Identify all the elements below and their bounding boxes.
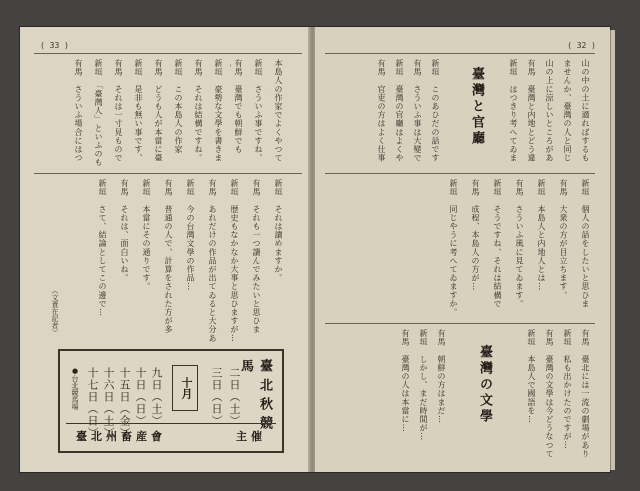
horse-race-advertisement (58, 349, 284, 453)
left-bottom-col: 有馬 あれだけの作品が出てゐると大分あ (208, 179, 217, 343)
right-top-col: 新垣 はつきり考へてゐま (509, 59, 518, 163)
ad-organizer-row (66, 423, 276, 447)
ad-venue: ●台北競馬場 (71, 367, 79, 410)
top-rule-left (34, 53, 302, 54)
right-middle-col: 有馬 成程、本島人の方が… (471, 179, 480, 291)
ad-title: 臺北秋競馬 (238, 359, 272, 435)
left-top-col: 有馬 どうも人が本當に臺 (154, 59, 163, 163)
left-page (20, 27, 310, 472)
right-bottom-col: 有馬 朝鮮の方はまだ… (437, 329, 446, 424)
right-top-col: 山の中の土に適ればするも (581, 59, 590, 163)
left-bottom-col: 有馬 それは、面白いね。 (120, 179, 129, 283)
right-top-col: 新垣 このあひだの話です (431, 59, 440, 163)
right-bottom-col: 新垣 本島人で國語を… (527, 329, 536, 424)
left-bottom-col: 有馬 それも一つ讀んでみたいと思ひま (252, 179, 261, 334)
right-top-col: 有馬 臺灣と内地とどう違 (527, 59, 536, 163)
left-top-col: 有馬 さういふ場合にはつ (74, 59, 83, 163)
top-rule-right (325, 53, 595, 54)
ad-date: 十五日（金） (118, 367, 131, 439)
right-middle-col: 新垣 そうですね、それは結構で (493, 179, 502, 308)
ad-date: 十日（日） (134, 367, 147, 427)
section-heading: 臺灣の文學 (477, 345, 492, 425)
left-top-col: 有馬 それは一寸見もので (114, 59, 123, 163)
right-top-col: 新垣 臺灣の官廳はよくや (395, 59, 404, 163)
lower-rule-right (325, 323, 595, 324)
right-bottom-col: 有馬 臺灣の人は本當に… (401, 329, 410, 433)
right-middle-col: 新垣 個人の話をしたいと思ひま (581, 179, 590, 308)
section-heading: 臺灣と官廳 (469, 67, 484, 147)
right-top-col: 山の上に涼しいところがあ (545, 59, 554, 163)
ad-month: 十月 (172, 365, 198, 411)
right-bottom-col: 新垣 しかし、まだ時間が… (419, 329, 428, 441)
page-number-left: ( 33 ) (40, 41, 69, 50)
right-bottom-col: 有馬 臺北には一流の劇場があり (581, 329, 590, 458)
left-top-col: 新垣 是非も無い事です、 (134, 59, 143, 163)
right-bottom-col: 新垣 私も出かけたのですが… (563, 329, 572, 450)
ad-date: 十六日（土） (102, 367, 115, 439)
left-bottom-col: 新垣 今の台灣文學の作品… (186, 179, 195, 291)
ad-date: 三日（日） (210, 367, 223, 427)
left-bottom-col: 新垣 歴史もなかなか大事と思ひますが… (230, 179, 239, 343)
right-middle-col: 新垣 同じやうに考へてゐますか。 (449, 179, 458, 317)
mid-rule-right (325, 173, 595, 174)
credit-note: （文責在記者） (51, 287, 59, 336)
right-bottom-col: 有馬 臺灣の文學は今どうなつて (545, 329, 554, 458)
ad-date: 十七日（日） (86, 367, 99, 439)
ad-date: 九日（土） (150, 367, 163, 427)
left-top-col: 有馬 それは結構ですね。 (194, 59, 203, 163)
right-top-col: ませんか、臺灣の人と同じ (563, 59, 572, 163)
mid-rule-left (34, 173, 302, 174)
left-bottom-col: 新垣 それは讀めますか。 (274, 179, 283, 283)
left-top-col: 新垣 豪勢な文學を書きま (214, 59, 223, 163)
left-top-col: 本島人の作家でよくやつて (274, 59, 283, 163)
left-top-col: 新垣 「臺灣人」といふのも (94, 59, 103, 167)
page-number-right: ( 32 ) (567, 41, 596, 50)
ad-organizer: 臺北州畜産會 (76, 429, 166, 443)
ad-date: 二日（土） (228, 367, 241, 427)
left-top-col: 新垣 この本島人の作家 (174, 59, 183, 154)
right-page (315, 27, 610, 472)
left-top-col: 有馬 臺灣でも朝鮮でも (234, 59, 243, 154)
magazine-spread (20, 27, 610, 472)
right-top-col: 有馬 官吏の方はよく仕事 (377, 59, 386, 163)
left-bottom-col: 新垣 さて、結論としてこの邊で… (98, 179, 107, 317)
right-top-col: 有馬 さういふ事は大變で (413, 59, 422, 163)
right-middle-col: 新垣 本島人と内地人とは… (537, 179, 546, 291)
right-middle-col: 有馬 さういふ風に見てゐます。 (515, 179, 524, 308)
left-top-col: 新垣 さういふ事ですね、 (254, 59, 263, 163)
page-stack-edge (610, 30, 615, 470)
right-middle-col: 有馬 大衆の方が目立ちます。 (559, 179, 568, 300)
left-bottom-col: 新垣 本當にその通りです。 (142, 179, 151, 291)
left-bottom-col: 有馬 普通の人で、計算をされた方が多 (164, 179, 173, 334)
ad-organizer-label: 主催 (236, 429, 266, 443)
